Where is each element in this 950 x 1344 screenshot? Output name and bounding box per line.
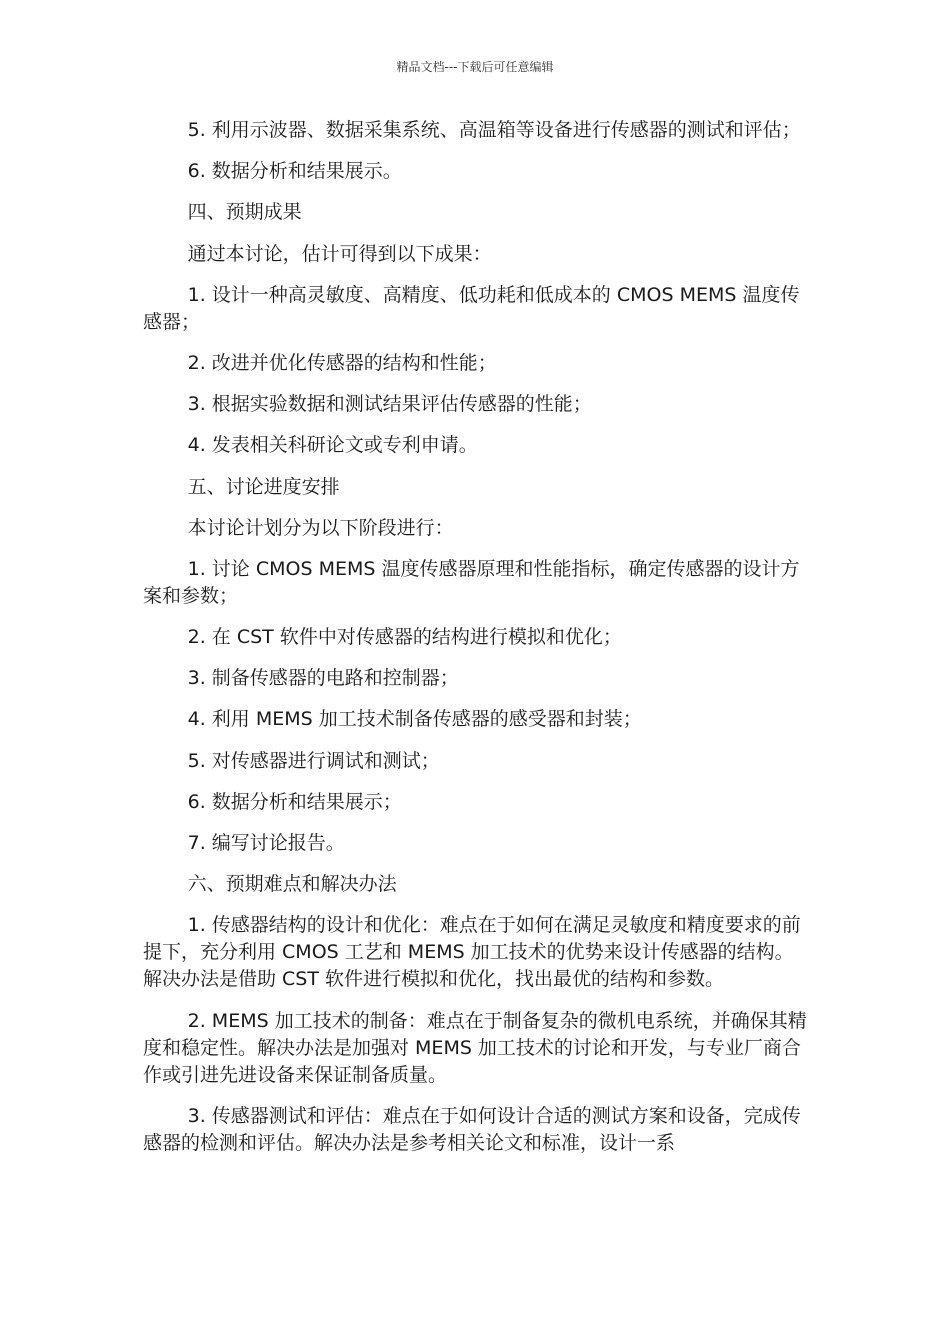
difficulty-item-2: 2. MEMS 加工技术的制备：难点在于制备复杂的微机电系统，并确保其精度和稳定性。解决办法是加强对 MEMS 加工技术的讨论和开发，与专业厂商合作或引进先进设备来保证制备质量。	[143, 1009, 807, 1086]
section-heading-schedule: 五、讨论进度安排	[187, 475, 340, 498]
schedule-item-5: 5. 对传感器进行调试和测试；	[187, 749, 440, 772]
result-item-3: 3. 根据实验数据和测试结果评估传感器的性能；	[187, 393, 592, 416]
document-body	[143, 117, 809, 1171]
section-heading-difficulties: 六、预期难点和解决办法	[187, 873, 397, 896]
difficulty-item-1: 1. 传感器结构的设计和优化：难点在于如何在满足灵敏度和精度要求的前提下，充分利用 CMOS 工艺和 MEMS 加工技术的优势来设计传感器的结构。解决办法是借助 CST 软件进行模拟和优化，找出最优的结构和参数。	[143, 914, 801, 991]
paragraph-results-intro: 通过本讨论，估计可得到以下成果：	[187, 242, 492, 265]
result-item-4: 4. 发表相关科研论文或专利申请。	[187, 434, 478, 457]
schedule-item-6: 6. 数据分析和结果展示；	[187, 790, 402, 813]
page-header: 精品文档---下载后可任意编辑	[396, 60, 554, 74]
result-item-2: 2. 改进并优化传感器的结构和性能；	[187, 351, 497, 374]
section-heading-expected-results: 四、预期成果	[187, 201, 302, 224]
schedule-item-7: 7. 编写讨论报告。	[187, 832, 345, 854]
paragraph-schedule-intro: 本讨论计划分为以下阶段进行：	[187, 516, 454, 539]
schedule-item-4: 4. 利用 MEMS 加工技术制备传感器的感受器和封装；	[187, 708, 642, 731]
result-item-1: 1. 设计一种高灵敏度、高精度、低功耗和低成本的 CMOS MEMS 温度传感器；	[143, 283, 800, 333]
paragraph-data-analysis: 6. 数据分析和结果展示。	[187, 160, 402, 183]
schedule-item-1: 1. 讨论 CMOS MEMS 温度传感器原理和性能指标，确定传感器的设计方案和参数；	[143, 557, 800, 607]
schedule-item-2: 2. 在 CST 软件中对传感器的结构进行模拟和优化；	[187, 626, 622, 649]
difficulty-item-3: 3. 传感器测试和评估：难点在于如何设计合适的测试方案和设备，完成传感器的检测和评估。解决办法是参考相关论文和标准，设计一系	[143, 1104, 801, 1154]
schedule-item-3: 3. 制备传感器的电路和控制器；	[187, 667, 459, 690]
paragraph-test-evaluation: 5. 利用示波器、数据采集系统、高温箱等设备进行传感器的测试和评估；	[187, 119, 801, 141]
